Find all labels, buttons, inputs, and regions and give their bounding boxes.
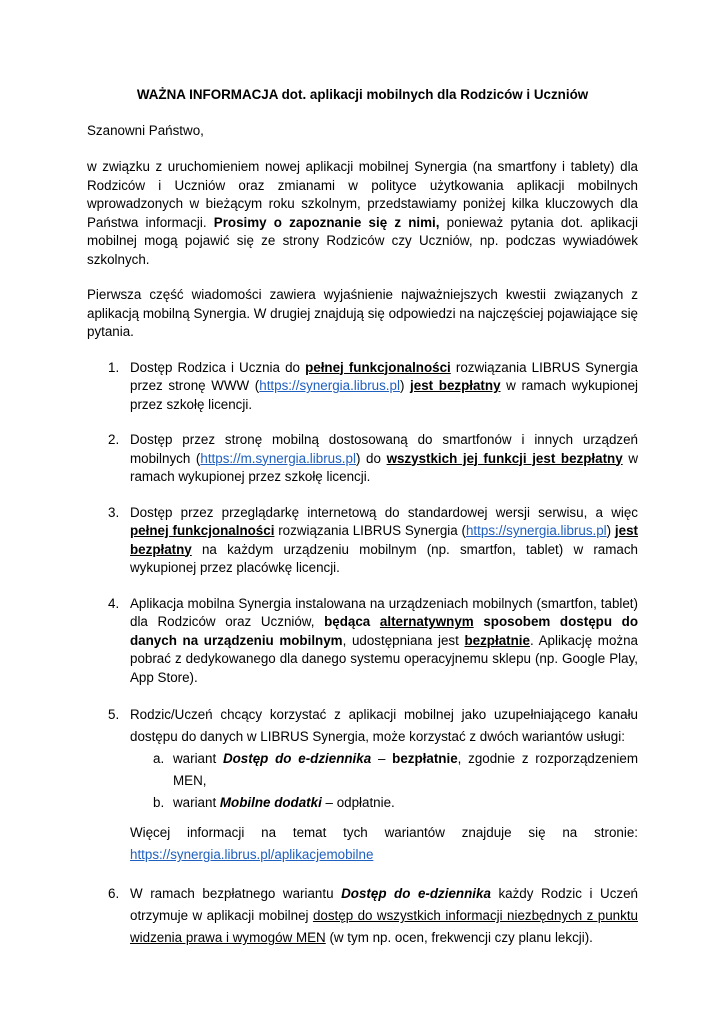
item-text: rozwiązania LIBRUS Synergia ( [274, 523, 466, 538]
item-underline: dostęp do wszystkich informacji niezbędnych z punktu widzenia prawa i wymogów MEN [130, 908, 638, 945]
item-text: ) do [355, 450, 387, 466]
list-item-4 [108, 595, 639, 688]
variant-price: bezpłatnie [392, 751, 458, 766]
more-info-text: Więcej informacji na temat tych wariantów znajduje się na stronie: [130, 825, 638, 840]
variant-name: Mobilne dodatki [219, 795, 322, 810]
item-bold: będąca [324, 614, 380, 629]
item-emphasis: pełnej funkcjonalności [305, 359, 451, 375]
item-text: Dostęp przez stronę mobilną dostosowaną do smartfonów i innych urządzeń mobilnych ( [130, 432, 638, 466]
variant-name: Dostęp do e-dziennika [222, 751, 372, 766]
list-number: 6. [108, 886, 120, 901]
item-text: , udostępniana jest [342, 632, 465, 648]
synergia-link[interactable]: https://synergia.librus.pl [465, 523, 607, 538]
variant-text: , zgodnie z rozporządzeniem MEN, [173, 751, 639, 788]
item-text: (w tym np. ocen, frekwencji czy planu lekcji). [325, 930, 593, 945]
info-list [87, 359, 638, 950]
item-text: Dostęp Rodzica i Ucznia do [130, 359, 306, 375]
variant-name: Dostęp do e-dziennika [341, 886, 491, 901]
intro-text-2: ponieważ pytania dot. aplikacji mobilnej mogą pojawić się ze strony Rodziców czy Uczniów, np. podczas wywiadówek szkolnych. [87, 214, 638, 267]
intro-text-1: w związku z uruchomieniem nowej aplikacji mobilnej Synergia (na smartfony i tablety) dla Rodziców i Uczniów oraz zmianami w polityce użytkowania aplikacji mobilnych wprowadzonych w bieżącym roku szkolnym, przedstawiamy poniżej kilka kluczowych dla Państwa informacji. [87, 159, 638, 230]
list-item-6 [108, 883, 638, 949]
list-item-2 [108, 431, 638, 487]
item-text: ) [606, 523, 615, 538]
item-text: w ramach wykupionej przez szkołę licencji. [130, 450, 638, 484]
sub-number: b. [153, 795, 165, 810]
item-emphasis: alternatywnym [379, 614, 474, 629]
item-text: Aplikacja mobilna Synergia instalowana na urządzeniach mobilnych (smartfon, tablet) dla Rodziców oraz Uczniów, [130, 595, 638, 629]
list-number: 4. [108, 595, 120, 611]
variant-text: – [371, 751, 393, 766]
item-text: Dostęp przez przeglądarkę internetową do standardowej wersji serwisu, a więc [130, 504, 638, 520]
list-number: 2. [108, 432, 120, 447]
item-text: na każdym urządzeniu mobilnym (np. smartfon, tablet) w ramach wykupionej przez placówkę licencji. [130, 541, 638, 575]
variant-text: wariant [173, 751, 223, 766]
item-text: rozwiązania LIBRUS Synergia przez stronę WWW ( [130, 359, 638, 393]
more-info [130, 822, 638, 866]
item-text: W ramach bezpłatnego wariantu [130, 886, 342, 901]
item-emphasis: jest bezpłatny [410, 378, 501, 393]
salutation: Szanowni Państwo, [87, 122, 204, 138]
list-number: 5. [108, 707, 120, 722]
list-item-5 [108, 704, 639, 866]
item-text: każdy Rodzic i Uczeń otrzymuje w aplikacji mobilnej [130, 886, 638, 923]
list-number: 1. [108, 359, 120, 375]
item-emphasis: pełnej funkcjonalności [130, 523, 275, 538]
intro-paragraph [87, 158, 638, 269]
item-text: . Aplikację można pobrać z dedykowanego dla danego systemu operacyjnemu sklepu (np. Google Play, App Store). [130, 632, 639, 685]
mobile-apps-link[interactable]: https://synergia.librus.pl/aplikacjemobilne [130, 847, 374, 862]
item-emphasis: jest bezpłatny [130, 523, 638, 557]
item-emphasis: wszystkich jej funkcji jest bezpłatny [386, 450, 623, 466]
sub-number: a. [153, 751, 165, 766]
variant-list [130, 748, 638, 814]
variant-item-b [153, 792, 638, 814]
item-emphasis: bezpłatnie [464, 632, 530, 648]
item-bold: sposobem dostępu do danych na urządzeniu mobilnym [130, 614, 638, 648]
variant-text: – odpłatnie. [321, 795, 395, 810]
variant-item-a [153, 748, 639, 792]
mobile-synergia-link[interactable]: https://m.synergia.librus.pl [200, 450, 356, 466]
intro-bold: Prosimy o zapoznanie się z nimi, [213, 214, 440, 230]
item-text: ) [399, 378, 411, 393]
part-paragraph: Pierwsza część wiadomości zawiera wyjaśnienie najważniejszych kwestii związanych z aplikacją mobilną Synergia. W drugiej znajdują się odpowiedzi na najczęściej pojawiające się pytania. [87, 287, 638, 339]
item-text: w ramach wykupionej przez szkołę licencji. [130, 378, 638, 412]
list-item-1 [108, 359, 638, 415]
document-title: WAŻNA INFORMACJA dot. aplikacji mobilnych dla Rodziców i Uczniów [136, 87, 589, 102]
list-number: 3. [108, 504, 120, 520]
item-text: Rodzic/Uczeń chcący korzystać z aplikacji mobilnej jako uzupełniającego kanału dostępu do danych w LIBRUS Synergia, może korzystać z dwóch wariantów usługi: [130, 707, 638, 744]
variant-text: wariant [173, 795, 220, 810]
list-item-3 [108, 504, 638, 578]
synergia-link[interactable]: https://synergia.librus.pl [259, 378, 400, 393]
